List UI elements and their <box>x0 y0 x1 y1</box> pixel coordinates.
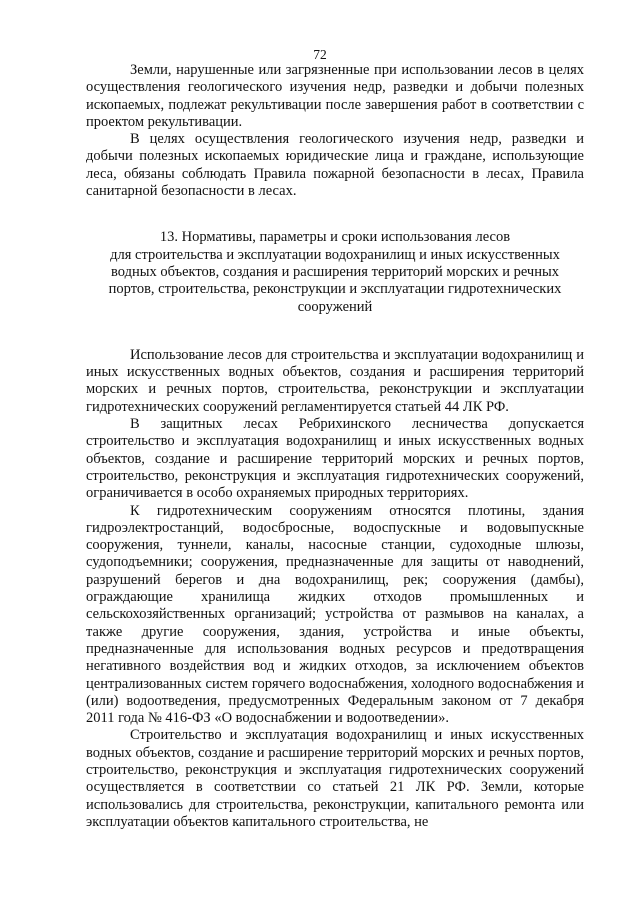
section-heading <box>86 229 584 315</box>
heading-line: 13. Нормативы, параметры и сроки использования лесов <box>159 229 511 246</box>
document-body <box>86 62 584 831</box>
paragraph: В целях осуществления геологического изучения недр, разведки и добычи полезных ископаемых юридические лица и граждане, использующие леса, обязаны соблюдать Правила пожарной безопасности в лесах, Правила санитарной безопасности в лесах. <box>86 131 584 200</box>
paragraph: В защитных лесах Ребрихинского лесничества допускается строительство и эксплуатация водохранилищ и иных искусственных водных объектов, создание и расширение территорий морских и речных портов, строительство, реконструкция и эксплуатация гидротехнических сооружений, ограничивается в особо охраняемых природных территориях. <box>86 416 584 502</box>
paragraph: К гидротехническим сооружениям относятся плотины, здания гидроэлектростанций, водосбросные, водоспускные и водовыпускные сооружения, туннели, каналы, насосные станции, судоходные шлюзы, судоподъемники; сооружения, предназначенные для защиты от наводнений, разрушений берегов и дна водохранилищ, рек; сооружения (дамбы), ограждающие хранилища жидких отходов промышленных и сельскохозяйственных организаций; устройства от размывов на каналах, а также другие сооружения, здания, устройства и иные объекты, предназначенные для использования водных ресурсов и предотвращения негативного воздействия вод и жидких отходов, за исключением объектов централизованных систем горячего водоснабжения, холодного водоснабжения и (или) водоотведения, предусмотренных Федеральным законом от 7 декабря 2011 года № 416-ФЗ «О водоснабжении и водоотведении». <box>86 502 584 727</box>
heading-line: для строительства и эксплуатации водохранилищ и иных искусственных <box>110 246 560 263</box>
heading-line: сооружений <box>297 298 373 315</box>
paragraph: Строительство и эксплуатация водохранилищ и иных искусственных водных объектов, создание и расширение территорий морских и речных портов, строительство, реконструкция и эксплуатация гидротехнических сооружений осуществляется в соответствии со статьей 21 ЛК РФ. Земли, которые использовались для строительства, реконструкции, капитального ремонта или эксплуатации объектов капитального строительства, не <box>86 727 584 830</box>
heading-line: портов, строительства, реконструкции и эксплуатации гидротехнических <box>108 281 562 298</box>
heading-line: водных объектов, создания и расширения территорий морских и речных <box>111 263 559 280</box>
paragraph: Использование лесов для строительства и эксплуатации водохранилищ и иных искусственных водных объектов, создания и расширения территорий морских и речных портов, строительства, реконструкции и эксплуатации гидротехнических сооружений регламентируется статьей 44 ЛК РФ. <box>86 346 584 415</box>
paragraph: Земли, нарушенные или загрязненные при использовании лесов в целях осуществления геологического изучения недр, разведки и добычи полезных ископаемых, подлежат рекультивации после завершения работ в соответствии с проектом рекультивации. <box>86 62 584 130</box>
page-number: 72 <box>313 47 327 62</box>
